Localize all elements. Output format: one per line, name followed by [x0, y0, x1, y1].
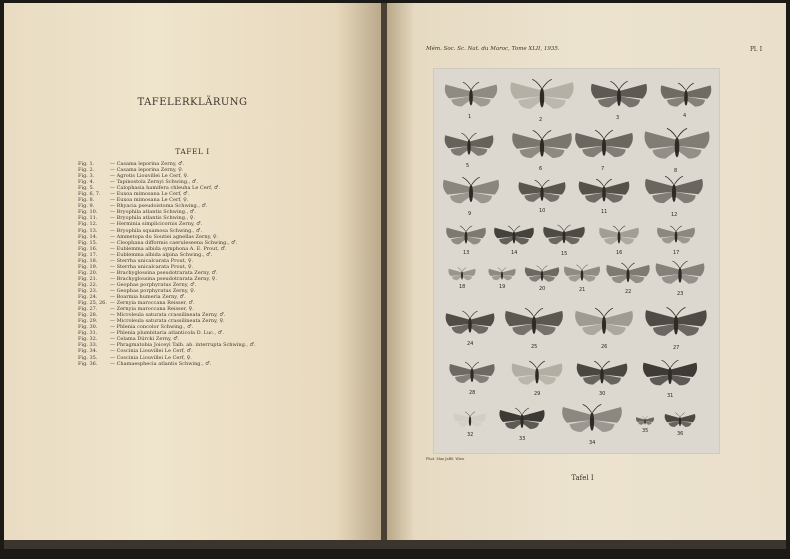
specimen-number: 21 [579, 287, 586, 293]
specimen-number: 12 [671, 211, 678, 218]
specimen-number: 5 [466, 162, 470, 169]
moth-specimen [440, 176, 502, 210]
legend-species: — Microleula saturata crassilineata Zerny, ♀. [110, 318, 225, 325]
specimen-number: 15 [561, 250, 568, 257]
legend-species: — Bryophila atlantis Schwing., ♀. [110, 215, 195, 222]
specimen-number: 22 [625, 289, 632, 296]
moth-specimen [516, 179, 568, 208]
legend-fig-number: Fig. 2. [78, 167, 95, 174]
legend-species: — Geophas porphyratus Zerny, ♀. [110, 287, 196, 294]
legend-fig-number: Fig. 16. [78, 245, 98, 252]
page-edge [4, 540, 786, 549]
legend-species: — Brachyglossina pseudotrarata Zerny, ♂. [110, 269, 218, 276]
specimen-number: 20 [539, 286, 546, 293]
specimen-number: 24 [467, 340, 474, 347]
moth-specimen [452, 411, 488, 431]
legend-fig-number: Fig. 24. [78, 294, 98, 301]
legend-fig-number: Fig. 21. [78, 275, 98, 282]
legend-fig-number: Fig. 13. [78, 227, 98, 234]
specimen-number: 6 [539, 166, 543, 173]
legend-species: — Phlenia plumbitaria atlanticola D. Luc., ♂. [110, 330, 224, 337]
legend-fig-number: Fig. 6, 7. [78, 191, 101, 198]
photo-credit: Phot. Max Jaffé, Wien [426, 457, 465, 461]
moth-specimen [572, 129, 636, 164]
moth-specimen [447, 267, 477, 284]
specimen-number: 14 [511, 250, 518, 257]
moth-specimen [642, 306, 710, 343]
moth-specimen [497, 407, 547, 435]
legend-fig-number: Fig. 31. [78, 330, 98, 337]
legend-fig-number: Fig. 36. [78, 360, 98, 367]
legend-species: — Chamaesphecia atlantis Schwing., ♂. [110, 360, 212, 367]
moth-specimen [597, 225, 641, 249]
moth-specimen [572, 307, 636, 342]
specimen-number: 4 [683, 113, 687, 120]
legend-fig-number: Fig. 8. [78, 197, 95, 204]
legend-fig-number: Fig. 18. [78, 257, 98, 264]
plate-number: Pl. I [750, 46, 763, 53]
specimen-number: 25 [531, 343, 538, 350]
legend-species: — Celama Dürcki Zerny, ♂. [110, 336, 180, 343]
moth-specimen [502, 307, 566, 342]
legend-species: — Coscinia Liouvillei Le Cerf, ♀. [110, 354, 192, 361]
specimen-number: 2 [539, 117, 543, 124]
moth-specimen [655, 225, 697, 248]
specimen-number: 33 [519, 435, 526, 442]
legend-fig-number: Fig. 33. [78, 342, 98, 349]
legend-species: — Boarmia humeria Zerny, ♂. [110, 294, 186, 301]
moth-specimen [442, 132, 496, 162]
legend-species: — Herminia simplicicornis Zerny, ♂. [110, 221, 203, 228]
plate-subtitle: TAFEL I [175, 147, 210, 156]
legend-species: — Calophasia hamifera chleuha Le Cerf, ♂. [110, 185, 221, 192]
legend-species: — Bryophila atlantis Schwing., ♂. [110, 209, 196, 216]
moth-specimen [574, 360, 630, 391]
moth-specimen [509, 360, 565, 391]
legend-fig-number: Fig. 17. [78, 251, 98, 258]
moth-specimen [507, 78, 577, 117]
legend-fig-number: Fig. 15. [78, 239, 98, 246]
moth-specimen [588, 80, 650, 114]
moth-specimen [658, 82, 714, 113]
moth-specimen [635, 416, 655, 427]
moth-specimen [604, 262, 652, 288]
legend-fig-number: Fig. 34. [78, 348, 98, 355]
legend-fig-number: Fig. 14. [78, 233, 98, 240]
journal-header: Mém. Soc. Sc. Nat. du Maroc, Tome XLII, 1935. [426, 46, 560, 52]
moth-specimen [492, 225, 536, 249]
specimen-plate [433, 68, 720, 454]
legend-species: — Cleophana difformis caeruleseena Schwing., ♂. [110, 239, 238, 246]
legend-species: — Casama leporina Zerny, ♀. [110, 167, 184, 174]
moth-specimen [663, 412, 697, 431]
moth-specimen [653, 260, 707, 290]
moth-specimen [523, 265, 561, 286]
legend-species: — Geophas porphyratus Zerny, ♂. [110, 281, 197, 288]
specimen-number: 16 [616, 250, 623, 257]
legend-fig-number: Fig. 27. [78, 306, 98, 313]
left-page [4, 3, 381, 549]
specimen-number: 10 [539, 208, 546, 215]
specimen-number: 29 [534, 391, 541, 398]
legend-species: — Euxoa mimosana Le Cerf, ♀. [110, 197, 189, 204]
moth-specimen [447, 361, 497, 389]
moth-specimen [541, 224, 587, 249]
moth-specimen [576, 178, 632, 209]
specimen-number: 8 [674, 167, 678, 174]
legend-species: — Coscinia Liouvillei Le Cerf, ♂. [110, 348, 193, 355]
legend-species: — Eublemma albida alpina Schwing., ♂. [110, 251, 213, 258]
specimen-number: 11 [601, 209, 608, 216]
legend-species: — Agrotis Liouvillei Le Cerf, ♀. [110, 173, 189, 180]
legend-species: — Brachyglossina pseudotrarata Zerny, ♀. [110, 275, 217, 282]
legend-line [78, 361, 358, 367]
legend-species: — Microleula saturata crassilineata Zerny, ♂. [110, 312, 226, 319]
legend-species: — Rhyacia pseudoistoma Schwing., ♂. [110, 203, 208, 210]
moth-specimen [509, 129, 575, 165]
legend-fig-number: Fig. 28. [78, 312, 98, 319]
specimen-number: 26 [601, 343, 608, 350]
moth-specimen [640, 359, 700, 392]
legend-species: — Eublemma albida symphona A. E. Prout, ♂. [110, 245, 227, 252]
specimen-number: 13 [463, 250, 470, 257]
legend-fig-number: Fig. 19. [78, 263, 98, 270]
legend-fig-number: Fig. 22. [78, 281, 98, 288]
moth-specimen [444, 225, 488, 249]
specimen-number: 28 [469, 389, 476, 396]
page-title: TAFELERKLÄRUNG [137, 97, 248, 108]
specimen-number: 18 [459, 284, 466, 291]
legend-species: — Tapinostola Zernyi Schwing., ♂. [110, 179, 198, 186]
specimen-number: 17 [673, 249, 680, 256]
specimen-number: 23 [677, 290, 684, 297]
legend-fig-number: Fig. 32. [78, 336, 98, 343]
legend-fig-number: Fig. 29. [78, 318, 98, 325]
legend-fig-number: Fig. 4. [78, 179, 95, 186]
specimen-number: 1 [468, 113, 472, 120]
legend-species: — Zernyia maroccana Reisser, ♂. [110, 300, 195, 307]
specimen-number: 30 [599, 391, 606, 398]
legend-species: — Sterrha unicalcarata Prout, ♀. [110, 257, 194, 264]
legend-species: — Phragmatobia Joiceyi Talb. ab. interrupta Schwing., ♂. [110, 342, 256, 349]
moth-specimen [642, 175, 706, 210]
moth-specimen [442, 81, 500, 113]
specimen-number: 36 [677, 431, 684, 438]
legend-fig-number: Fig. 30. [78, 324, 98, 331]
specimen-number: 3 [616, 115, 620, 122]
legend-species: — Euxoa mimosana Le Cerf, ♂. [110, 191, 190, 198]
moth-specimen [641, 127, 713, 167]
legend-fig-number: Fig. 12. [78, 221, 98, 228]
legend-species: — Zernyia maroccana Reisser, ♀. [110, 306, 194, 313]
specimen-number: 9 [468, 211, 472, 218]
legend-fig-number: Fig. 23. [78, 287, 98, 294]
specimen-number: 19 [499, 284, 506, 291]
specimen-number: 32 [467, 431, 474, 438]
moth-specimen [487, 267, 517, 284]
moth-specimen [443, 310, 497, 340]
legend-fig-number: Fig. 5. [78, 185, 95, 192]
specimen-number: 31 [667, 392, 674, 399]
specimen-number: 27 [673, 344, 680, 351]
legend-species: — Casama leporina Zerny, ♂. [110, 161, 185, 167]
moth-specimen [559, 403, 625, 439]
specimen-number: 7 [601, 165, 605, 172]
legend-fig-number: Fig. 9. [78, 203, 95, 210]
legend-species: — Ammetopa du Soutiei agnellas Zerny, ♀. [110, 233, 219, 240]
specimen-number: 35 [642, 427, 649, 434]
legend-fig-number: Fig. 3. [78, 173, 95, 180]
figure-legend [78, 161, 358, 367]
legend-species: — Sterrha unicalcarata Prout, ♀. [110, 263, 194, 270]
legend-species: — Bryophila squamosa Schwing., ♂. [110, 227, 203, 234]
legend-fig-number: Fig. 11. [78, 215, 98, 222]
plate-caption: Tafel I [571, 474, 594, 482]
legend-species: — Phlenia concolor Schwing., ♂. [110, 324, 194, 331]
moth-specimen [562, 264, 602, 286]
legend-fig-number: Fig. 20. [78, 269, 98, 276]
legend-fig-number: Fig. 10. [78, 209, 98, 216]
legend-fig-number: Fig. 35. [78, 354, 98, 361]
legend-fig-number: Fig. 25, 26. [78, 300, 107, 307]
specimen-number: 34 [589, 440, 596, 447]
legend-fig-number: Fig. 1. [78, 161, 95, 167]
